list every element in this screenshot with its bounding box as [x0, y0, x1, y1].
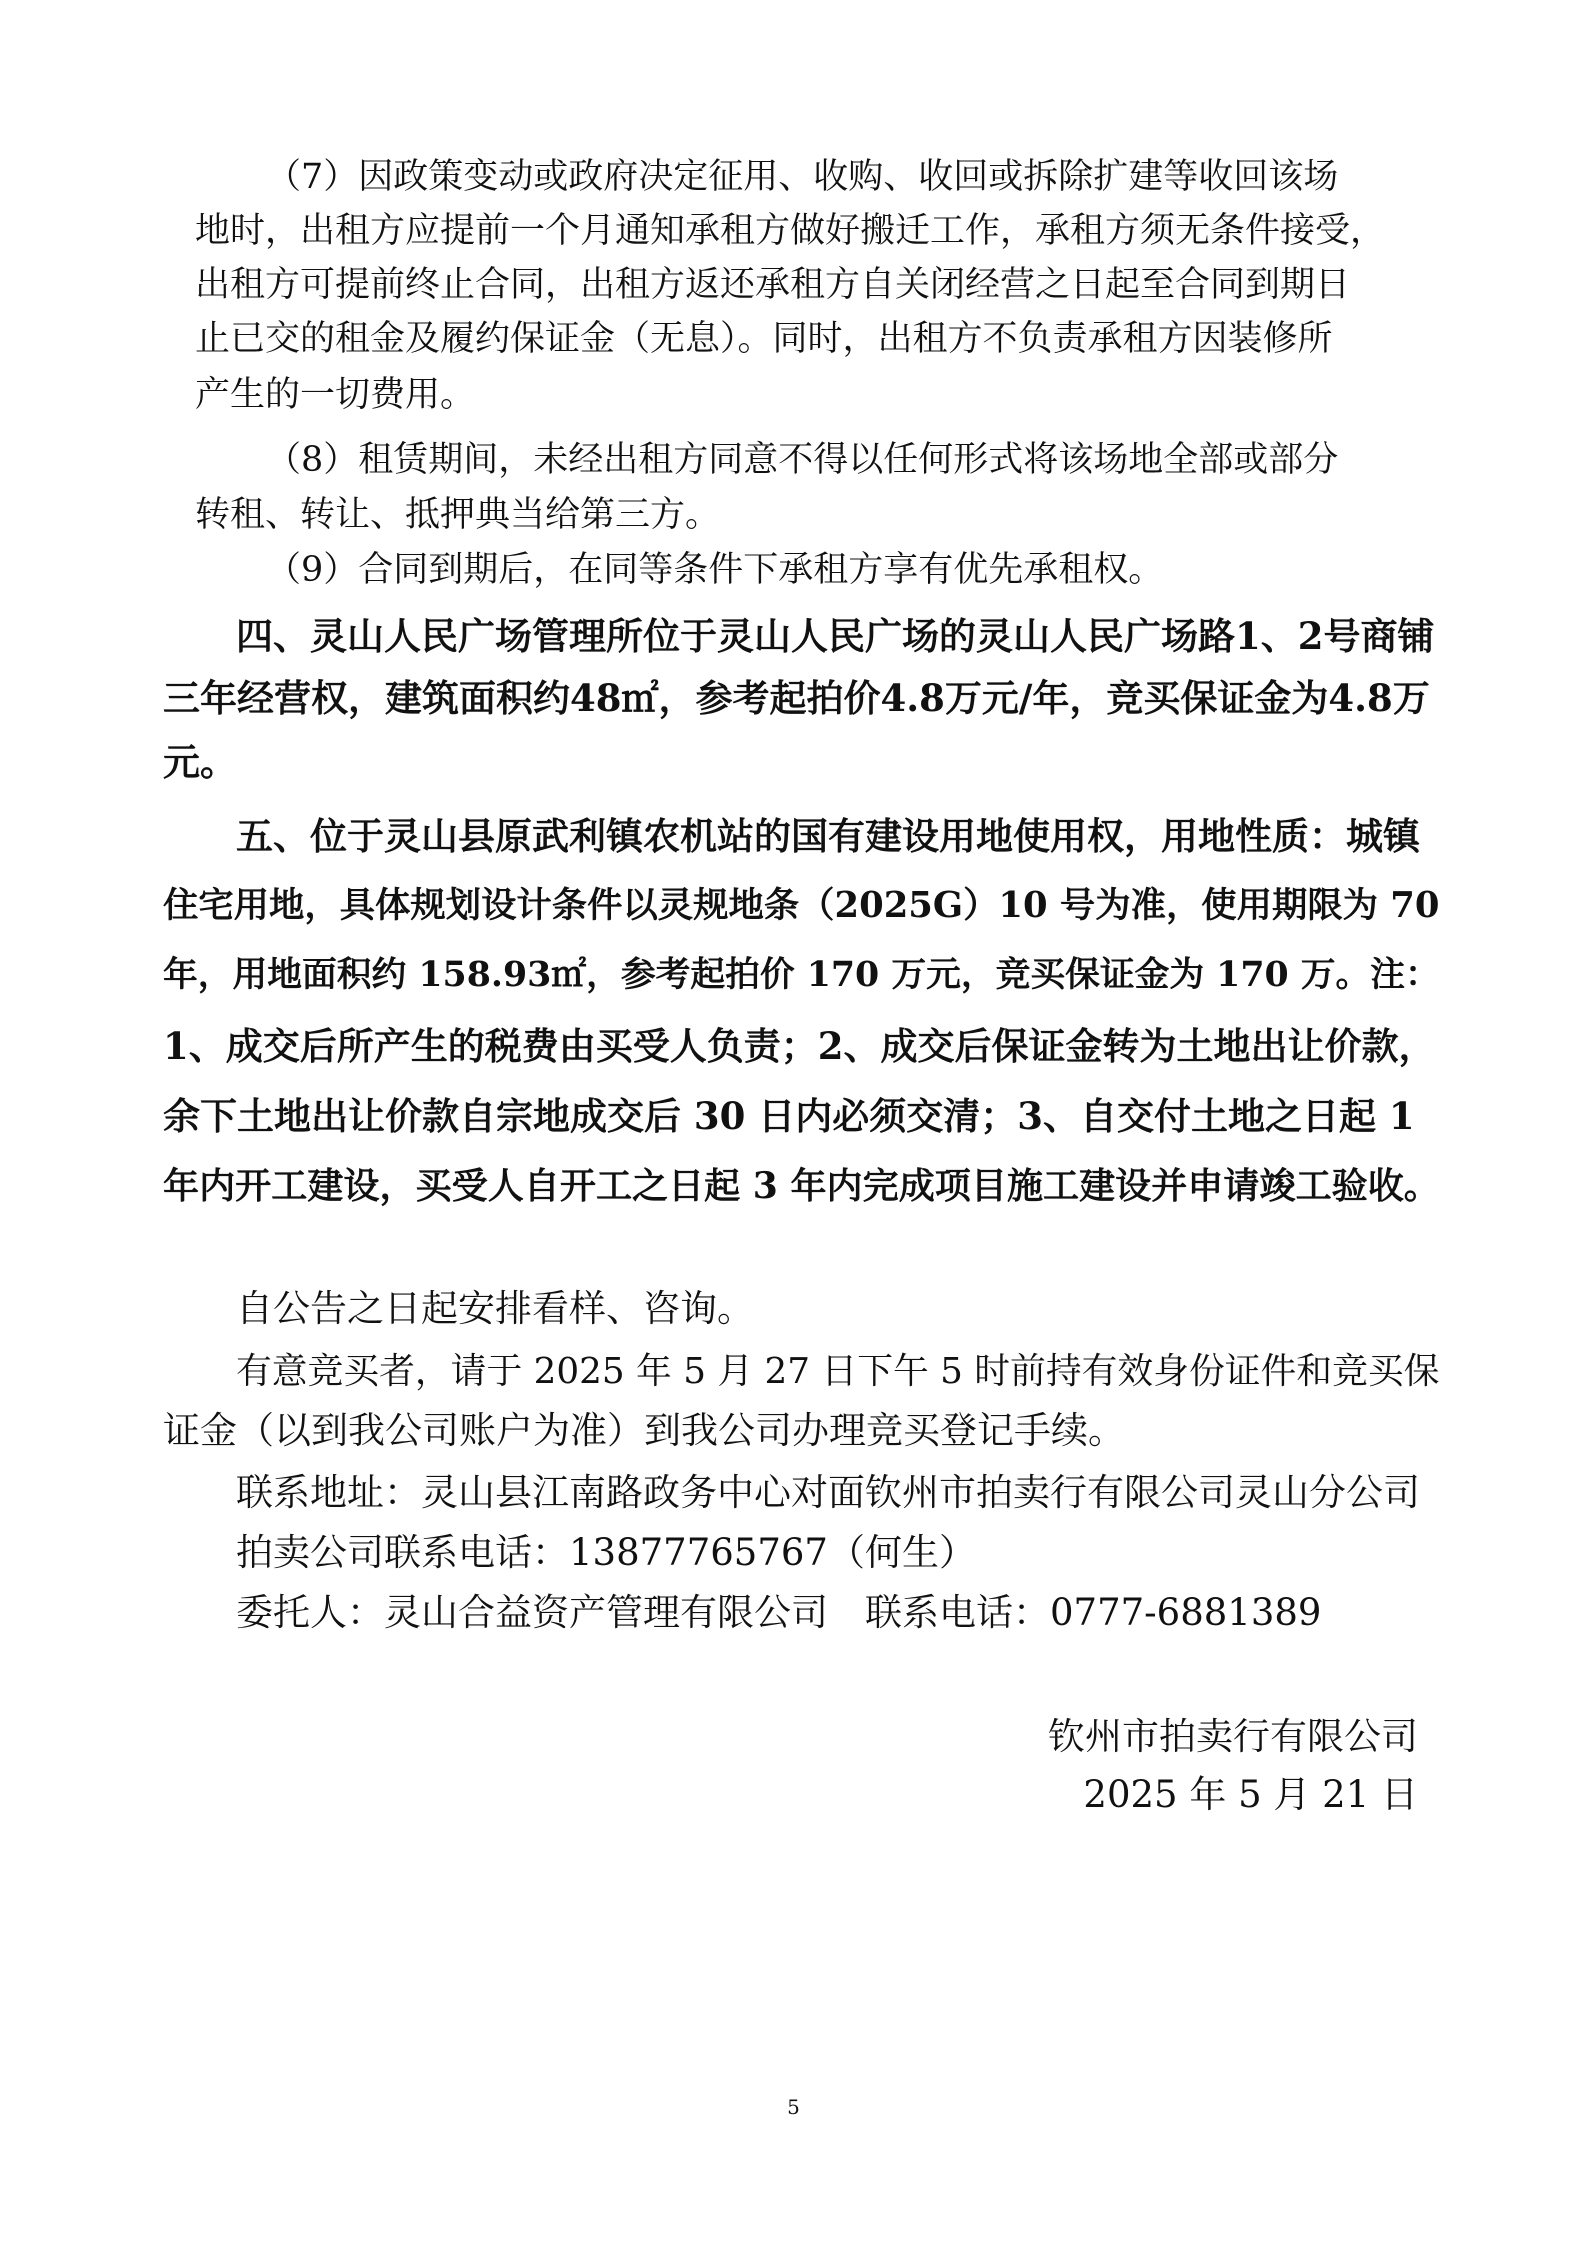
clause-7-line-4: 止已交的租金及履约保证金（无息）。同时，出租方不负责承租方因装修所 [195, 319, 1333, 359]
item-5-line-5: 余下土地出让价款自宗地成交后 30 日内必须交清；3、自交付土地之日起 1 [163, 1094, 1415, 1138]
item-5-line-1: 五、位于灵山县原武利镇农机站的国有建设用地使用权，用地性质：城镇 [236, 814, 1420, 858]
client-contact: 委托人：灵山合益资产管理有限公司 联系电话：0777-6881389 [236, 1591, 1322, 1634]
clause-7-line-3: 出租方可提前终止合同，出租方返还承租方自关闭经营之日起至合同到期日 [195, 265, 1351, 305]
item-5-line-3: 年，用地面积约 158.93㎡，参考起拍价 170 万元，竞买保证金为 170 万。注： [163, 954, 1440, 995]
item-5-line-6: 年内开工建设，买受人自开工之日起 3 年内完成项目施工建设并申请竣工验收。 [163, 1164, 1440, 1207]
clause-7-line-5: 产生的一切费用。 [195, 375, 476, 415]
notice-viewing: 自公告之日起安排看样、咨询。 [236, 1287, 754, 1330]
page-number: 5 [787, 2095, 800, 2119]
clause-9-line-1: （9）合同到期后，在同等条件下承租方享有优先承租权。 [266, 550, 1164, 590]
item-5-line-2: 住宅用地，具体规划设计条件以灵规地条（2025G）10 号为准，使用期限为 70 [163, 885, 1440, 926]
clause-8-line-1: （8）租赁期间，未经出租方同意不得以任何形式将该场地全部或部分 [266, 440, 1339, 480]
item-4-line-2: 三年经营权，建筑面积约48㎡，参考起拍价4.8万元/年，竞买保证金为4.8万 [163, 676, 1430, 720]
item-4-line-1: 四、灵山人民广场管理所位于灵山人民广场的灵山人民广场路1、2号商铺 [236, 614, 1435, 658]
auction-phone: 拍卖公司联系电话：13877765767（何生） [236, 1531, 976, 1574]
item-5-line-4: 1、成交后所产生的税费由买受人负责；2、成交后保证金转为土地出让价款， [163, 1024, 1436, 1068]
contact-address: 联系地址：灵山县江南路政务中心对面钦州市拍卖行有限公司灵山分公司 [236, 1471, 1420, 1514]
clause-8-line-2: 转租、转让、抵押典当给第三方。 [195, 495, 721, 535]
signature-date: 2025 年 5 月 21 日 [1083, 1773, 1418, 1816]
item-4-line-3: 元。 [163, 740, 237, 784]
clause-7-line-1: （7）因政策变动或政府决定征用、收购、收回或拆除扩建等收回该场 [266, 157, 1339, 197]
signature-company: 钦州市拍卖行有限公司 [1048, 1715, 1418, 1758]
notice-register-line-1: 有意竞买者，请于 2025 年 5 月 27 日下午 5 时前持有效身份证件和竞买保 [236, 1351, 1440, 1392]
clause-7-line-2: 地时，出租方应提前一个月通知承租方做好搬迁工作，承租方须无条件接受， [195, 211, 1386, 251]
notice-register-line-2: 证金（以到我公司账户为准）到我公司办理竞买登记手续。 [163, 1409, 1125, 1452]
